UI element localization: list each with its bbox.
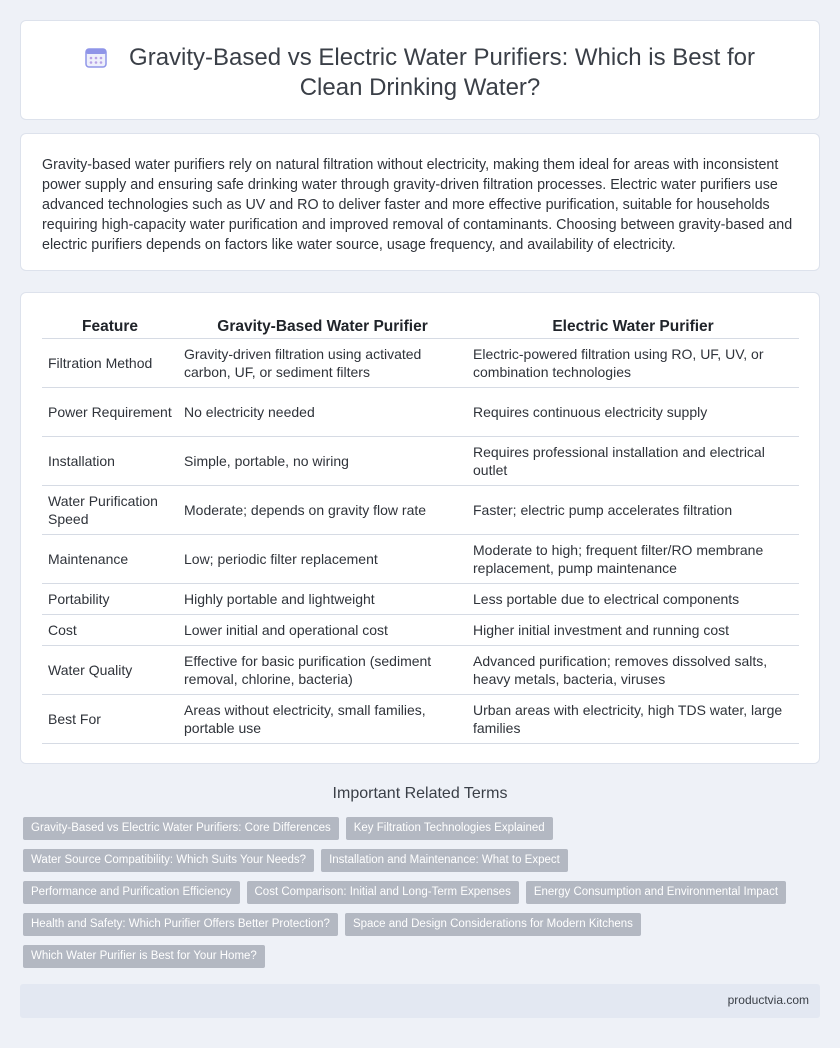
table-cell: No electricity needed: [178, 387, 467, 436]
table-row: [42, 645, 799, 694]
footer: [20, 984, 820, 1018]
header-electric: Electric Water Purifier: [467, 316, 799, 338]
table-cell: Highly portable and lightweight: [178, 583, 467, 614]
table-row: [42, 485, 799, 534]
table-cell: Low; periodic filter replacement: [178, 534, 467, 583]
table-cell: Water Purification Speed: [42, 485, 178, 534]
table-row: [42, 436, 799, 485]
related-tag-link[interactable]: Installation and Maintenance: What to Expect: [321, 849, 568, 872]
table-row: [42, 387, 799, 436]
related-tag-link[interactable]: Space and Design Considerations for Modern Kitchens: [345, 913, 641, 936]
table-row: [42, 583, 799, 614]
related-tag-link[interactable]: Cost Comparison: Initial and Long-Term Expenses: [247, 881, 519, 904]
footer-site[interactable]: productvia.com: [727, 993, 809, 1007]
table-cell: Portability: [42, 583, 178, 614]
table-header-row: [42, 316, 799, 338]
table-cell: Filtration Method: [42, 338, 178, 387]
title-card: [20, 20, 820, 120]
header-gravity: Gravity-Based Water Purifier: [178, 316, 467, 338]
related-tag-link[interactable]: Water Source Compatibility: Which Suits Your Needs?: [23, 849, 314, 872]
tag-row: [23, 913, 823, 936]
table-cell: Requires continuous electricity supply: [467, 387, 799, 436]
comparison-table-card: [20, 292, 820, 764]
table-cell: Electric-powered filtration using RO, UF, UV, or combination technologies: [467, 338, 799, 387]
tag-row: [23, 881, 823, 904]
table-cell: Power Requirement: [42, 387, 178, 436]
table-cell: Cost: [42, 614, 178, 645]
calendar-icon: [85, 46, 107, 68]
table-cell: Requires professional installation and electrical outlet: [467, 436, 799, 485]
table-cell: Maintenance: [42, 534, 178, 583]
header-feature: Feature: [42, 316, 178, 338]
table-cell: Faster; electric pump accelerates filtration: [467, 485, 799, 534]
table-cell: Urban areas with electricity, high TDS water, large families: [467, 694, 799, 743]
related-tag-link[interactable]: Gravity-Based vs Electric Water Purifiers: Core Differences: [23, 817, 339, 840]
table-cell: Advanced purification; removes dissolved salts, heavy metals, bacteria, viruses: [467, 645, 799, 694]
table-cell: Moderate to high; frequent filter/RO membrane replacement, pump maintenance: [467, 534, 799, 583]
table-cell: Gravity-driven filtration using activated carbon, UF, or sediment filters: [178, 338, 467, 387]
table-cell: Moderate; depends on gravity flow rate: [178, 485, 467, 534]
page-title: Gravity-Based vs Electric Water Purifiers: Which is Best for Clean Drinking Water?: [129, 44, 755, 101]
related-tags: [23, 817, 823, 977]
intro-card: [20, 133, 820, 271]
page-title-wrap: [51, 43, 789, 103]
related-tag-link[interactable]: Energy Consumption and Environmental Impact: [526, 881, 786, 904]
table-row: [42, 338, 799, 387]
tag-row: [23, 945, 823, 968]
table-row: [42, 534, 799, 583]
table-cell: Water Quality: [42, 645, 178, 694]
table-cell: Simple, portable, no wiring: [178, 436, 467, 485]
table-cell: Effective for basic purification (sediment removal, chlorine, bacteria): [178, 645, 467, 694]
table-cell: Less portable due to electrical components: [467, 583, 799, 614]
table-cell: Higher initial investment and running cost: [467, 614, 799, 645]
related-tag-link[interactable]: Key Filtration Technologies Explained: [346, 817, 553, 840]
comparison-table: [42, 316, 799, 744]
table-row: [42, 694, 799, 743]
intro-paragraph: Gravity-based water purifiers rely on natural filtration without electricity, making them ideal for areas with inconsistent power supply and ensuring safe drinking water through gravity-driven filtration processes. Electric water purifiers use advanced technologies such as UV and RO to deliver faster and more effective purification, suitable for households requiring high-capacity water purification and improved removal of contaminants. Choosing between gravity-based and electric purifiers depends on factors like water source, usage frequency, and availability of electricity.: [42, 157, 793, 253]
table-cell: Lower initial and operational cost: [178, 614, 467, 645]
tag-row: [23, 817, 823, 840]
table-cell: Best For: [42, 694, 178, 743]
related-tag-link[interactable]: Health and Safety: Which Purifier Offers Better Protection?: [23, 913, 338, 936]
tag-row: [23, 849, 823, 872]
related-terms-heading: Important Related Terms: [332, 785, 508, 802]
table-cell: Installation: [42, 436, 178, 485]
related-tag-link[interactable]: Which Water Purifier is Best for Your Home?: [23, 945, 265, 968]
table-row: [42, 614, 799, 645]
related-tag-link[interactable]: Performance and Purification Efficiency: [23, 881, 240, 904]
table-cell: Areas without electricity, small families, portable use: [178, 694, 467, 743]
